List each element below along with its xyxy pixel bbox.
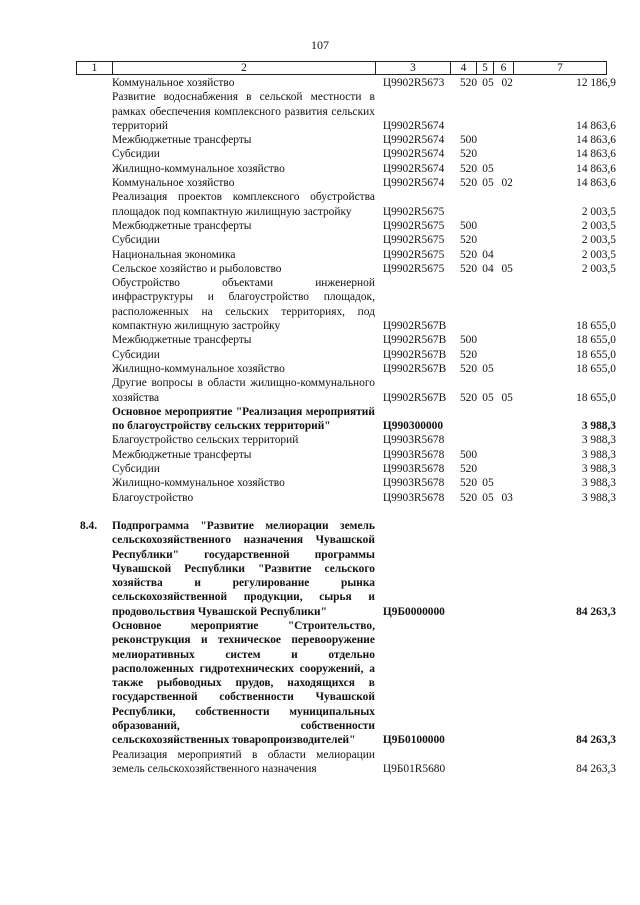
row-subsection — [501, 748, 521, 777]
row-code: Ц9902R5673 — [382, 77, 445, 89]
table-row — [76, 433, 616, 447]
table-row — [76, 448, 616, 462]
row-name: Субсидии — [112, 348, 160, 361]
table-row — [76, 147, 616, 161]
row-section: 05 — [482, 362, 494, 375]
row-section — [482, 276, 501, 333]
row-name: Реализация проектов комплексного обустройства площадок под компактную жилищную застройку — [112, 191, 375, 218]
row-spacer-cell — [76, 505, 616, 519]
row-name: Жилищно-коммунальное хозяйство — [112, 162, 285, 175]
row-code: Ц9903R5678 — [382, 434, 445, 447]
row-name: Межбюджетные трансферты — [112, 448, 252, 461]
row-subsection: 03 — [501, 491, 513, 504]
table-row — [76, 133, 616, 147]
table-row — [76, 233, 616, 247]
table-row — [76, 333, 616, 347]
table-row — [76, 619, 616, 748]
row-expense-type: 520 — [459, 391, 478, 404]
row-subsection: 05 — [501, 391, 513, 404]
row-code: Ц9902R567B — [382, 391, 447, 404]
row-expense-type: 520 — [459, 148, 478, 161]
row-name: Субсидии — [112, 148, 160, 161]
row-section — [482, 133, 501, 147]
table-row — [76, 476, 616, 490]
row-code: Ц9902R5674 — [382, 162, 445, 175]
budget-table — [76, 76, 616, 776]
row-section — [482, 748, 501, 777]
row-code: Ц990300000 — [382, 420, 444, 433]
row-amount: 18 655,0 — [576, 391, 616, 404]
row-expense-type: 520 — [459, 177, 478, 190]
row-section — [482, 519, 501, 619]
row-amount: 12 186,9 — [576, 77, 616, 89]
table-row — [76, 748, 616, 777]
row-name: Межбюджетные трансферты — [112, 219, 252, 232]
row-amount: 2 003,5 — [581, 219, 616, 232]
row-name: Другие вопросы в области жилищно-коммунального хозяйства — [112, 377, 375, 404]
row-section: 05 — [482, 177, 494, 190]
row-code: Ц9Б0000000 — [382, 605, 445, 618]
row-name: Жилищно-коммунальное хозяйство — [112, 362, 285, 375]
row-code: Ц9902R567B — [382, 348, 447, 361]
row-amount: 2 003,5 — [581, 262, 616, 275]
table-row — [76, 248, 616, 262]
table-row — [76, 491, 616, 505]
row-amount: 14 863,6 — [576, 134, 616, 147]
row-amount: 14 863,6 — [576, 119, 616, 132]
row-expense-type: 500 — [459, 134, 478, 147]
row-section — [482, 233, 501, 247]
row-expense-type: 500 — [459, 219, 478, 232]
row-name: Основное мероприятие "Строительство, реконструкция и техническое перевооружение мелиоративных систем и отдельно расположенных гидротехнических сооружений, а также рыбоводных прудов, находящихся в государственной собственности Чувашской Республики, собственности муниципальных образований, собственности сельскохозяйственных товаропроизводителей" — [112, 619, 375, 747]
row-name: Субсидии — [112, 463, 160, 476]
row-name: Основное мероприятие "Реализация мероприятий по благоустройству сельских территорий" — [112, 405, 375, 433]
row-amount: 3 988,3 — [581, 420, 616, 433]
row-subsection — [501, 219, 521, 233]
row-name: Благоустройство — [112, 491, 194, 504]
table-row — [76, 162, 616, 176]
column-header-table — [76, 61, 607, 75]
column-header-4: 4 — [451, 62, 477, 75]
row-expense-type — [460, 190, 482, 219]
row-expense-type: 520 — [459, 348, 478, 361]
row-section — [482, 619, 501, 748]
row-spacer — [76, 505, 616, 519]
row-section: 05 — [482, 77, 494, 89]
row-expense-type — [460, 405, 482, 434]
row-expense-type: 520 — [459, 234, 478, 247]
row-amount: 18 655,0 — [576, 334, 616, 347]
row-expense-type: 520 — [459, 477, 478, 490]
row-code: Ц9903R5678 — [382, 477, 445, 490]
row-name: Коммунальное хозяйство — [112, 77, 235, 89]
row-expense-type — [460, 90, 482, 133]
row-name: Коммунальное хозяйство — [112, 177, 235, 190]
row-code: Ц9Б0100000 — [382, 734, 445, 747]
row-amount: 18 655,0 — [576, 362, 616, 375]
row-code: Ц9903R5678 — [382, 463, 445, 476]
row-section: 05 — [482, 477, 494, 490]
row-code: Ц9902R5675 — [382, 262, 445, 275]
row-name: Благоустройство сельских территорий — [112, 434, 299, 447]
row-code: Ц9902R567B — [382, 334, 447, 347]
row-section — [482, 219, 501, 233]
row-code: Ц9902R5674 — [382, 119, 445, 132]
row-subsection — [501, 190, 521, 219]
row-subsection — [501, 333, 521, 347]
row-subsection — [501, 462, 521, 476]
row-subsection — [501, 433, 521, 447]
row-section — [482, 333, 501, 347]
row-expense-type: 520 — [459, 463, 478, 476]
column-header-1: 1 — [77, 62, 113, 75]
row-amount: 84 263,3 — [576, 605, 616, 618]
row-subsection — [501, 362, 521, 376]
row-code: Ц9902R567B — [382, 362, 447, 375]
row-amount: 2 003,5 — [581, 248, 616, 261]
table-row — [76, 262, 616, 276]
row-section — [482, 147, 501, 161]
row-amount: 14 863,6 — [576, 148, 616, 161]
row-expense-type: 520 — [459, 491, 478, 504]
row-section: 05 — [482, 162, 494, 175]
row-code: Ц9902R5675 — [382, 234, 445, 247]
row-name: Обустройство объектами инженерной инфраструктуры и благоустройство площадок, расположенных на сельских территориях, под компактную жилищную застройку — [112, 277, 375, 333]
row-section: 04 — [482, 248, 494, 261]
row-subsection — [501, 248, 521, 262]
row-expense-type: 520 — [459, 248, 478, 261]
table-row — [76, 276, 616, 333]
row-name: Межбюджетные трансферты — [112, 134, 252, 147]
column-header-2: 2 — [113, 62, 376, 75]
row-name: 8.4. Подпрограмма "Развитие мелиорации земель сельскохозяйственного назначения Чувашской Республики" государственной программы Чувашской Республики "Развитие сельского хозяйства и регулирование рынка сельскохозяйственной продукции, сырья и продовольствия Чувашской Республики" — [80, 519, 375, 618]
row-section — [482, 433, 501, 447]
table-row — [76, 348, 616, 362]
table-row — [76, 405, 616, 434]
row-code: Ц9902R567B — [382, 320, 447, 333]
table-row — [76, 362, 616, 376]
row-subsection — [501, 348, 521, 362]
column-header-3: 3 — [376, 62, 451, 75]
row-subsection — [501, 147, 521, 161]
row-section — [482, 405, 501, 434]
table-row — [76, 519, 616, 619]
row-expense-type — [460, 619, 482, 748]
row-code: Ц9902R5675 — [382, 248, 445, 261]
row-code: Ц9902R5674 — [382, 148, 445, 161]
row-section — [482, 90, 501, 133]
column-header-row — [77, 62, 607, 75]
row-expense-type — [460, 748, 482, 777]
column-header-7: 7 — [514, 62, 607, 75]
table-row — [76, 219, 616, 233]
row-code: Ц9903R5678 — [382, 448, 445, 461]
row-section: 05 — [482, 391, 494, 404]
row-amount: 3 988,3 — [581, 434, 616, 447]
row-subsection — [501, 519, 521, 619]
table-row — [76, 376, 616, 405]
table-row — [76, 76, 616, 90]
row-amount: 18 655,0 — [576, 320, 616, 333]
row-section: 04 — [482, 262, 494, 275]
row-amount: 84 263,3 — [576, 762, 616, 775]
row-amount: 2 003,5 — [581, 205, 616, 218]
row-amount: 14 863,6 — [576, 162, 616, 175]
row-amount: 18 655,0 — [576, 348, 616, 361]
row-name: Субсидии — [112, 234, 160, 247]
row-subsection — [501, 233, 521, 247]
row-subsection — [501, 90, 521, 133]
row-code: Ц9902R5675 — [382, 219, 445, 232]
row-subsection — [501, 448, 521, 462]
row-name: Жилищно-коммунальное хозяйство — [112, 477, 285, 490]
row-subsection: 02 — [501, 177, 513, 190]
row-code: Ц9902R5674 — [382, 177, 445, 190]
row-amount: 2 003,5 — [581, 234, 616, 247]
row-expense-type: 520 — [459, 162, 478, 175]
row-subsection — [501, 405, 521, 434]
row-subsection — [501, 619, 521, 748]
row-section — [482, 448, 501, 462]
table-row — [76, 176, 616, 190]
row-name: Развитие водоснабжения в сельской местности в рамках обеспечения комплексного развития сельских территорий — [112, 91, 375, 132]
row-section — [482, 190, 501, 219]
row-name: Реализация мероприятий в области мелиорации земель сельскохозяйственного назначения — [112, 748, 375, 775]
row-code: Ц9903R5678 — [382, 491, 445, 504]
row-amount: 84 263,3 — [576, 734, 616, 747]
row-expense-type: 520 — [459, 362, 478, 375]
row-amount: 3 988,3 — [581, 448, 616, 461]
row-expense-type — [460, 433, 482, 447]
row-name: Национальная экономика — [112, 248, 236, 261]
row-expense-type — [460, 519, 482, 619]
row-code: Ц9Б01R5680 — [382, 762, 446, 775]
column-header-5: 5 — [477, 62, 494, 75]
row-amount: 3 988,3 — [581, 463, 616, 476]
row-expense-type: 500 — [459, 448, 478, 461]
row-expense-type: 520 — [459, 77, 478, 89]
table-row — [76, 462, 616, 476]
table-row — [76, 190, 616, 219]
column-header-6: 6 — [494, 62, 514, 75]
row-section — [482, 462, 501, 476]
row-subsection: 02 — [501, 77, 513, 89]
row-name: Межбюджетные трансферты — [112, 334, 252, 347]
budget-table-body — [76, 76, 616, 776]
row-expense-type: 500 — [459, 334, 478, 347]
row-code: Ц9902R5674 — [382, 134, 445, 147]
table-row — [76, 90, 616, 133]
row-code: Ц9902R5675 — [382, 205, 445, 218]
row-subsection — [501, 476, 521, 490]
page-number: 107 — [311, 38, 329, 52]
row-amount: 3 988,3 — [581, 477, 616, 490]
row-section — [482, 348, 501, 362]
row-amount: 14 863,6 — [576, 177, 616, 190]
row-name: Сельское хозяйство и рыболовство — [112, 262, 282, 275]
row-expense-type — [460, 276, 482, 333]
row-subsection — [501, 133, 521, 147]
row-expense-type: 520 — [459, 262, 478, 275]
row-subsection — [501, 162, 521, 176]
row-number-label: 8.4. — [80, 519, 98, 532]
row-section: 05 — [482, 491, 494, 504]
row-subsection: 05 — [501, 262, 513, 275]
row-amount: 3 988,3 — [581, 491, 616, 504]
row-subsection — [501, 276, 521, 333]
